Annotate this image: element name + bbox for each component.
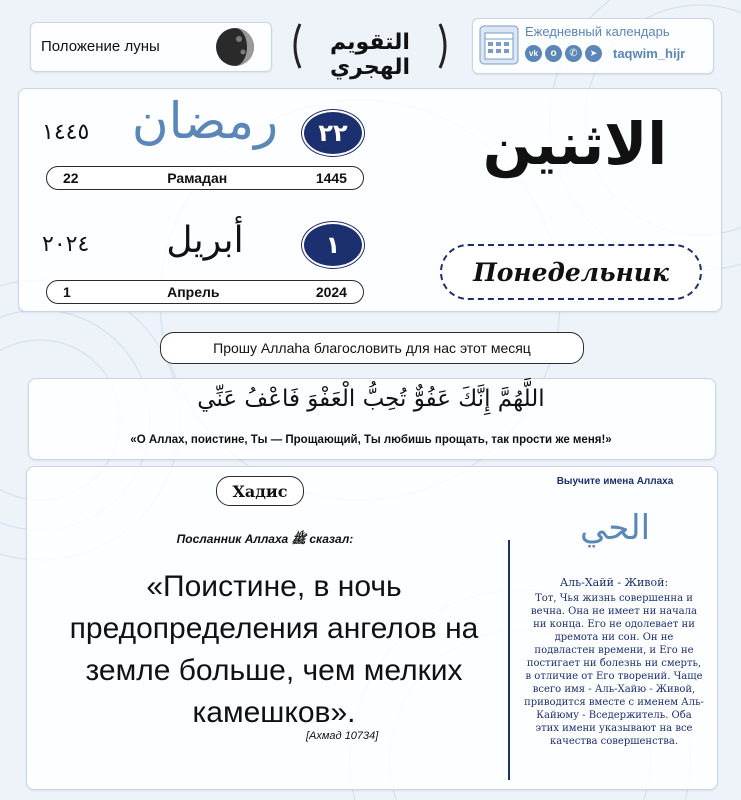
dua-arabic: اللَّهُمَّ إِنَّكَ عَفُوٌّ تُحِبُّ الْعَفْوَ فَاعْفُ عَنِّي xyxy=(197,386,545,412)
calendar-icon xyxy=(479,25,519,70)
names-title: Выучите имена Аллаха xyxy=(556,476,674,487)
brand-card[interactable] xyxy=(472,18,714,74)
whatsapp-icon[interactable]: ✆ xyxy=(565,45,582,62)
hadith-source: [Ахмад 10734] xyxy=(306,730,379,742)
hadith-label: Хадис xyxy=(232,481,288,501)
dua-title: Прошу Аллаhа благословить для нас этот месяц xyxy=(213,340,531,356)
brand-handle: taqwim_hijr xyxy=(613,46,686,61)
hijri-calendar-title: التقويم الهجري xyxy=(329,30,411,80)
weekday-russian-badge xyxy=(440,244,702,300)
weekday-russian: Понедельник xyxy=(473,257,669,287)
hijri-day-circle xyxy=(304,112,362,154)
gregorian-year-arabic: ٢٠٢٤ xyxy=(42,232,90,257)
hadith-text: «Поистине, в ночь предопределения ангелов на земле больше, чем мелких камешков». xyxy=(69,570,479,729)
moon-phase-label: Положение луны xyxy=(41,38,160,55)
hijri-month: Рамадан xyxy=(167,170,228,186)
vk-icon[interactable]: vk xyxy=(525,45,542,62)
dua-title-pill xyxy=(160,332,584,364)
name-title: Аль-Хайй - Живой: xyxy=(559,576,669,589)
social-icons xyxy=(525,45,602,62)
moon-icon xyxy=(213,25,257,74)
gregorian-year: 2024 xyxy=(315,284,347,300)
weekday-arabic: الاثنين xyxy=(482,110,668,178)
dua-translation: «О Аллах, поистине, Ты — Прощающий, Ты любишь прощать, так прости же меня!» xyxy=(130,434,612,446)
moon-phase-card xyxy=(30,22,272,72)
names-panel-bracket xyxy=(508,540,516,780)
hijri-year-arabic: ١٤٤٥ xyxy=(42,120,90,145)
gregorian-day-circle xyxy=(304,224,362,266)
gregorian-date-pill xyxy=(46,280,364,304)
hijri-date-pill xyxy=(46,166,364,190)
hijri-calendar-logo xyxy=(290,18,450,80)
name-description: Тот, Чья жизнь совершенна и вечна. Она не имеет ни начала ни конца. Его не одолевает ни дремота ни сон. Он не подвластен времени, и Его не постигает ни болезнь ни смерть, в отличие от Его творений. Чаще всего имя - Аль-Хайю - Живой, приводится вместе с именем Аль-Кайюму - Вседержитель. Оба этих имени указывают на все качества совершенства. xyxy=(524,593,704,747)
name-arabic: الحي xyxy=(579,508,651,548)
hijri-day-arabic: ٢٢ xyxy=(318,119,348,147)
gregorian-day-arabic: ١ xyxy=(325,231,341,259)
gregorian-month-arabic: أبريل xyxy=(166,220,244,261)
brand-title: Ежедневный календарь xyxy=(525,24,670,39)
odnoklassniki-icon[interactable]: o xyxy=(545,45,562,62)
gregorian-day: 1 xyxy=(63,284,71,300)
hadith-label-pill xyxy=(216,476,304,506)
hijri-year: 1445 xyxy=(315,170,347,186)
gregorian-month: Апрель xyxy=(167,284,220,300)
hadith-intro: Посланник Аллаха ﷺ сказал: xyxy=(176,532,354,546)
hijri-month-arabic: رمضان xyxy=(131,92,279,150)
telegram-icon[interactable]: ➤ xyxy=(585,45,602,62)
hijri-day: 22 xyxy=(63,170,79,186)
